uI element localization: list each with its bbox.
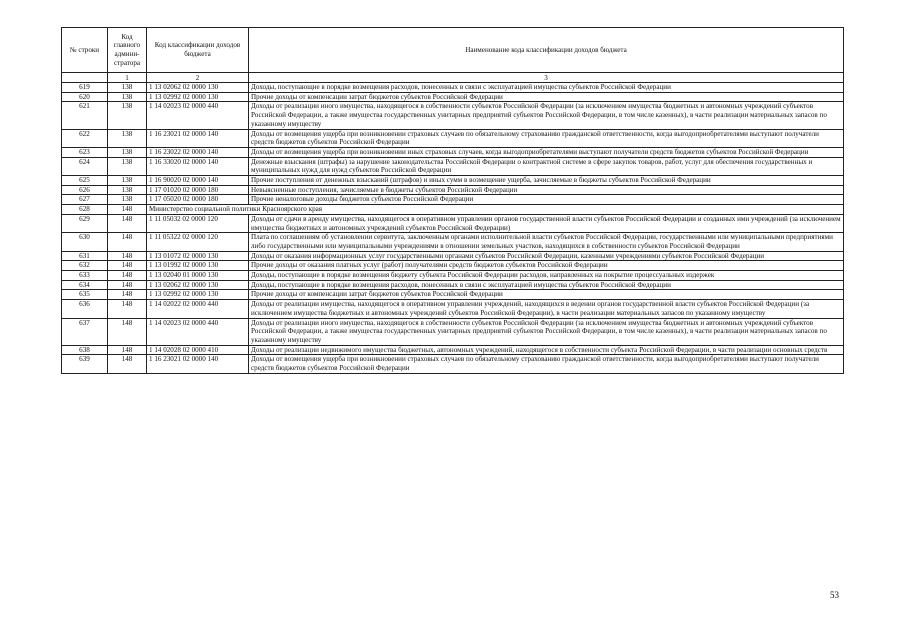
admin-code-cell: 148: [108, 261, 147, 271]
table-row: [62, 129, 844, 147]
admin-code-cell: 148: [108, 300, 147, 318]
classification-code-cell: 1 14 02023 02 0000 440: [147, 102, 249, 129]
row-number-cell: 623: [62, 147, 108, 157]
row-number-cell: 638: [62, 345, 108, 355]
table-row: [62, 147, 844, 157]
admin-code-cell: 148: [108, 290, 147, 300]
table-body: [62, 83, 844, 374]
classification-name-cell: Доходы от реализации иного имущества, находящегося в собственности субъектов Российской Федерации (за исключением имущества бюджетных и автономных учреждений субъектов Российской Федерации, а также имущества государственных унитарных предприятий субъектов Российской Федерации, в том числе казенных), в части реализации материальных запасов по указанному имуществу: [249, 318, 844, 345]
classification-name-cell: Плата по соглашениям об установлении сервитута, заключенным органами исполнительной власти субъектов Российской Федерации, государственными или муниципальными предприятиями либо государственными или муниципальными учреждениями в отношении земельных участков, находящихся в собственности субъектов Российской Федерации: [249, 233, 844, 251]
row-number-cell: 633: [62, 271, 108, 281]
header-classification-code: Код классификации доходов бюджета: [147, 28, 249, 73]
table-row: [62, 214, 844, 232]
admin-code-cell: 148: [108, 233, 147, 251]
row-number-cell: 634: [62, 280, 108, 290]
table-row: [62, 355, 844, 373]
classification-name-cell: Прочие неналоговые доходы бюджетов субъектов Российской Федерации: [249, 195, 844, 205]
classification-name-cell: Прочие доходы от компенсации затрат бюджетов субъектов Российской Федерации: [249, 290, 844, 300]
admin-code-cell: 148: [108, 318, 147, 345]
table-row: [62, 92, 844, 102]
classification-name-cell: Доходы, поступающие в порядке возмещения расходов, понесенных в связи с эксплуатацией имущества субъектов Российской Федерации: [249, 280, 844, 290]
header-row: [62, 28, 844, 73]
header-admin-code: Код главного админи-стратора: [108, 28, 147, 73]
classification-name-cell: Доходы от оказания информационных услуг государственными органами субъектов Российской Федерации, казенными учреждениями субъектов Российской Федерации: [249, 251, 844, 261]
classification-code-cell: 1 17 05020 02 0000 180: [147, 195, 249, 205]
admin-code-cell: 138: [108, 176, 147, 186]
admin-code-cell: 148: [108, 355, 147, 373]
column-number-3: 3: [249, 73, 844, 83]
classification-code-cell: 1 13 02062 02 0000 130: [147, 280, 249, 290]
classification-code-cell: 1 13 02992 02 0000 130: [147, 290, 249, 300]
table-row: [62, 102, 844, 129]
classification-code-cell: 1 16 23022 02 0000 140: [147, 147, 249, 157]
classification-code-cell: 1 16 33020 02 0000 140: [147, 157, 249, 175]
row-number-cell: 637: [62, 318, 108, 345]
row-number-cell: 619: [62, 83, 108, 93]
row-number-cell: 621: [62, 102, 108, 129]
classification-code-cell: 1 16 90020 02 0000 140: [147, 176, 249, 186]
table-row: [62, 300, 844, 318]
admin-code-cell: 138: [108, 185, 147, 195]
table-row: [62, 176, 844, 186]
admin-code-cell: 138: [108, 83, 147, 93]
admin-code-cell: 148: [108, 205, 147, 215]
classification-name-cell: Прочие доходы от оказания платных услуг (работ) получателями средств бюджетов субъектов Российской Федерации: [249, 261, 844, 271]
classification-code-cell: 1 13 02062 02 0000 130: [147, 83, 249, 93]
table-row: [62, 157, 844, 175]
row-number-cell: 635: [62, 290, 108, 300]
classification-code-cell: 1 11 05322 02 0000 120: [147, 233, 249, 251]
row-number-cell: 628: [62, 205, 108, 215]
table-row: [62, 345, 844, 355]
row-number-cell: 625: [62, 176, 108, 186]
classification-name-cell: Невыясненные поступления, зачисляемые в бюджеты субъектов Российской Федерации: [249, 185, 844, 195]
classification-name-cell: Доходы от сдачи в аренду имущества, находящегося в оперативном управлении органов государственной власти субъектов Российской Федерации и созданных ими учреждений (за исключением имущества бюджетных и автономных учреждений субъектов Российской Федерации): [249, 214, 844, 232]
classification-name-cell: Доходы от реализации иного имущества, находящегося в собственности субъектов Российской Федерации (за исключением имущества бюджетных и автономных учреждений субъектов Российской Федерации, а также имущества государственных унитарных предприятий субъектов Российской Федерации, в том числе казенных), в части реализации материальных запасов по указанному имуществу: [249, 102, 844, 129]
header-classification-name: Наименование кода классификации доходов бюджета: [249, 28, 844, 73]
classification-name-cell: Доходы от возмещения ущерба при возникновении иных страховых случаев, когда выгодоприобретателями выступают получатели средств бюджетов субъектов Российской Федерации: [249, 147, 844, 157]
classification-name-cell: Доходы от реализации недвижимого имущества бюджетных, автономных учреждений, находящегося в собственности субъекта Российской Федерации, в части реализации основных средств: [249, 345, 844, 355]
classification-name-cell: Денежные взыскания (штрафы) за нарушение законодательства Российской Федерации о контрактной системе в сфере закупок товаров, работ, услуг для обеспечения государственных и муниципальных нужд для нужд субъектов Российской Федерации: [249, 157, 844, 175]
table-row: [62, 280, 844, 290]
classification-code-cell: 1 11 05032 02 0000 120: [147, 214, 249, 232]
admin-code-cell: 138: [108, 102, 147, 129]
classification-code-cell: 1 17 01020 02 0000 180: [147, 185, 249, 195]
classification-name-cell: Доходы от возмещения ущерба при возникновении страховых случаев по обязательному страхованию гражданской ответственности, когда выгодоприобретателями выступают получатели средств бюджетов субъектов Российской Федерации: [249, 129, 844, 147]
classification-name-cell: Доходы от реализации имущества, находящегося в оперативном управлении учреждений, находящихся в ведении органов государственной власти субъектов Российской Федерации (за исключением имущества бюджетных и автономных учреждений субъектов Российской Федерации), в части реализации материальных запасов по указанному имуществу: [249, 300, 844, 318]
table-row: [62, 83, 844, 93]
column-number-row: [62, 73, 844, 83]
revenue-classification-table: [61, 27, 844, 374]
classification-name-cell: Прочие доходы от компенсации затрат бюджетов субъектов Российской Федерации: [249, 92, 844, 102]
header-row-number: № строки: [62, 28, 108, 73]
classification-name-cell: Прочие поступления от денежных взысканий (штрафов) и иных сумм в возмещение ущерба, зачисляемые в бюджеты субъектов Российской Федерации: [249, 176, 844, 186]
classification-code-cell: 1 13 01072 02 0000 130: [147, 251, 249, 261]
row-number-cell: 636: [62, 300, 108, 318]
row-number-cell: 631: [62, 251, 108, 261]
classification-name-cell: Доходы от возмещения ущерба при возникновении страховых случаев по обязательному страхованию гражданской ответственности, когда выгодоприобретателями выступают получатели средств бюджетов субъектов Российской Федерации: [249, 355, 844, 373]
classification-code-cell: 1 13 02040 01 0000 130: [147, 271, 249, 281]
admin-code-cell: 148: [108, 280, 147, 290]
admin-code-cell: 148: [108, 345, 147, 355]
admin-code-cell: 138: [108, 92, 147, 102]
organization-name-cell: Министерство социальной политики Красноярского края: [147, 205, 844, 215]
admin-code-cell: 148: [108, 251, 147, 261]
page-number: 53: [830, 590, 839, 600]
table-row: [62, 271, 844, 281]
classification-code-cell: 1 16 23021 02 0000 140: [147, 129, 249, 147]
table-row: [62, 233, 844, 251]
classification-name-cell: Доходы, поступающие в порядке возмещения расходов, понесенных в связи с эксплуатацией имущества субъектов Российской Федерации: [249, 83, 844, 93]
row-number-cell: 630: [62, 233, 108, 251]
table-row: [62, 318, 844, 345]
table-row: [62, 185, 844, 195]
row-number-cell: 620: [62, 92, 108, 102]
classification-code-cell: 1 14 02022 02 0000 440: [147, 300, 249, 318]
classification-code-cell: 1 14 02023 02 0000 440: [147, 318, 249, 345]
classification-code-cell: 1 13 01992 02 0000 130: [147, 261, 249, 271]
classification-code-cell: 1 13 02992 02 0000 130: [147, 92, 249, 102]
row-number-cell: 632: [62, 261, 108, 271]
row-number-cell: 624: [62, 157, 108, 175]
table-row: [62, 251, 844, 261]
column-number-1: 1: [108, 73, 147, 83]
classification-name-cell: Доходы, поступающие в порядке возмещения бюджету субъекта Российской Федерации расходов, направленных на покрытие процессуальных издержек: [249, 271, 844, 281]
table-row: [62, 195, 844, 205]
table-row: [62, 290, 844, 300]
admin-code-cell: 138: [108, 157, 147, 175]
row-number-cell: 627: [62, 195, 108, 205]
admin-code-cell: 138: [108, 195, 147, 205]
row-number-cell: 639: [62, 355, 108, 373]
table-row: [62, 261, 844, 271]
classification-code-cell: 1 16 23021 02 0000 140: [147, 355, 249, 373]
column-number-2: 2: [147, 73, 249, 83]
table-row: [62, 205, 844, 215]
admin-code-cell: 138: [108, 147, 147, 157]
admin-code-cell: 148: [108, 271, 147, 281]
admin-code-cell: 148: [108, 214, 147, 232]
row-number-cell: 622: [62, 129, 108, 147]
admin-code-cell: 138: [108, 129, 147, 147]
row-number-cell: 626: [62, 185, 108, 195]
column-number-blank: [62, 73, 108, 83]
classification-code-cell: 1 14 02028 02 0000 410: [147, 345, 249, 355]
row-number-cell: 629: [62, 214, 108, 232]
